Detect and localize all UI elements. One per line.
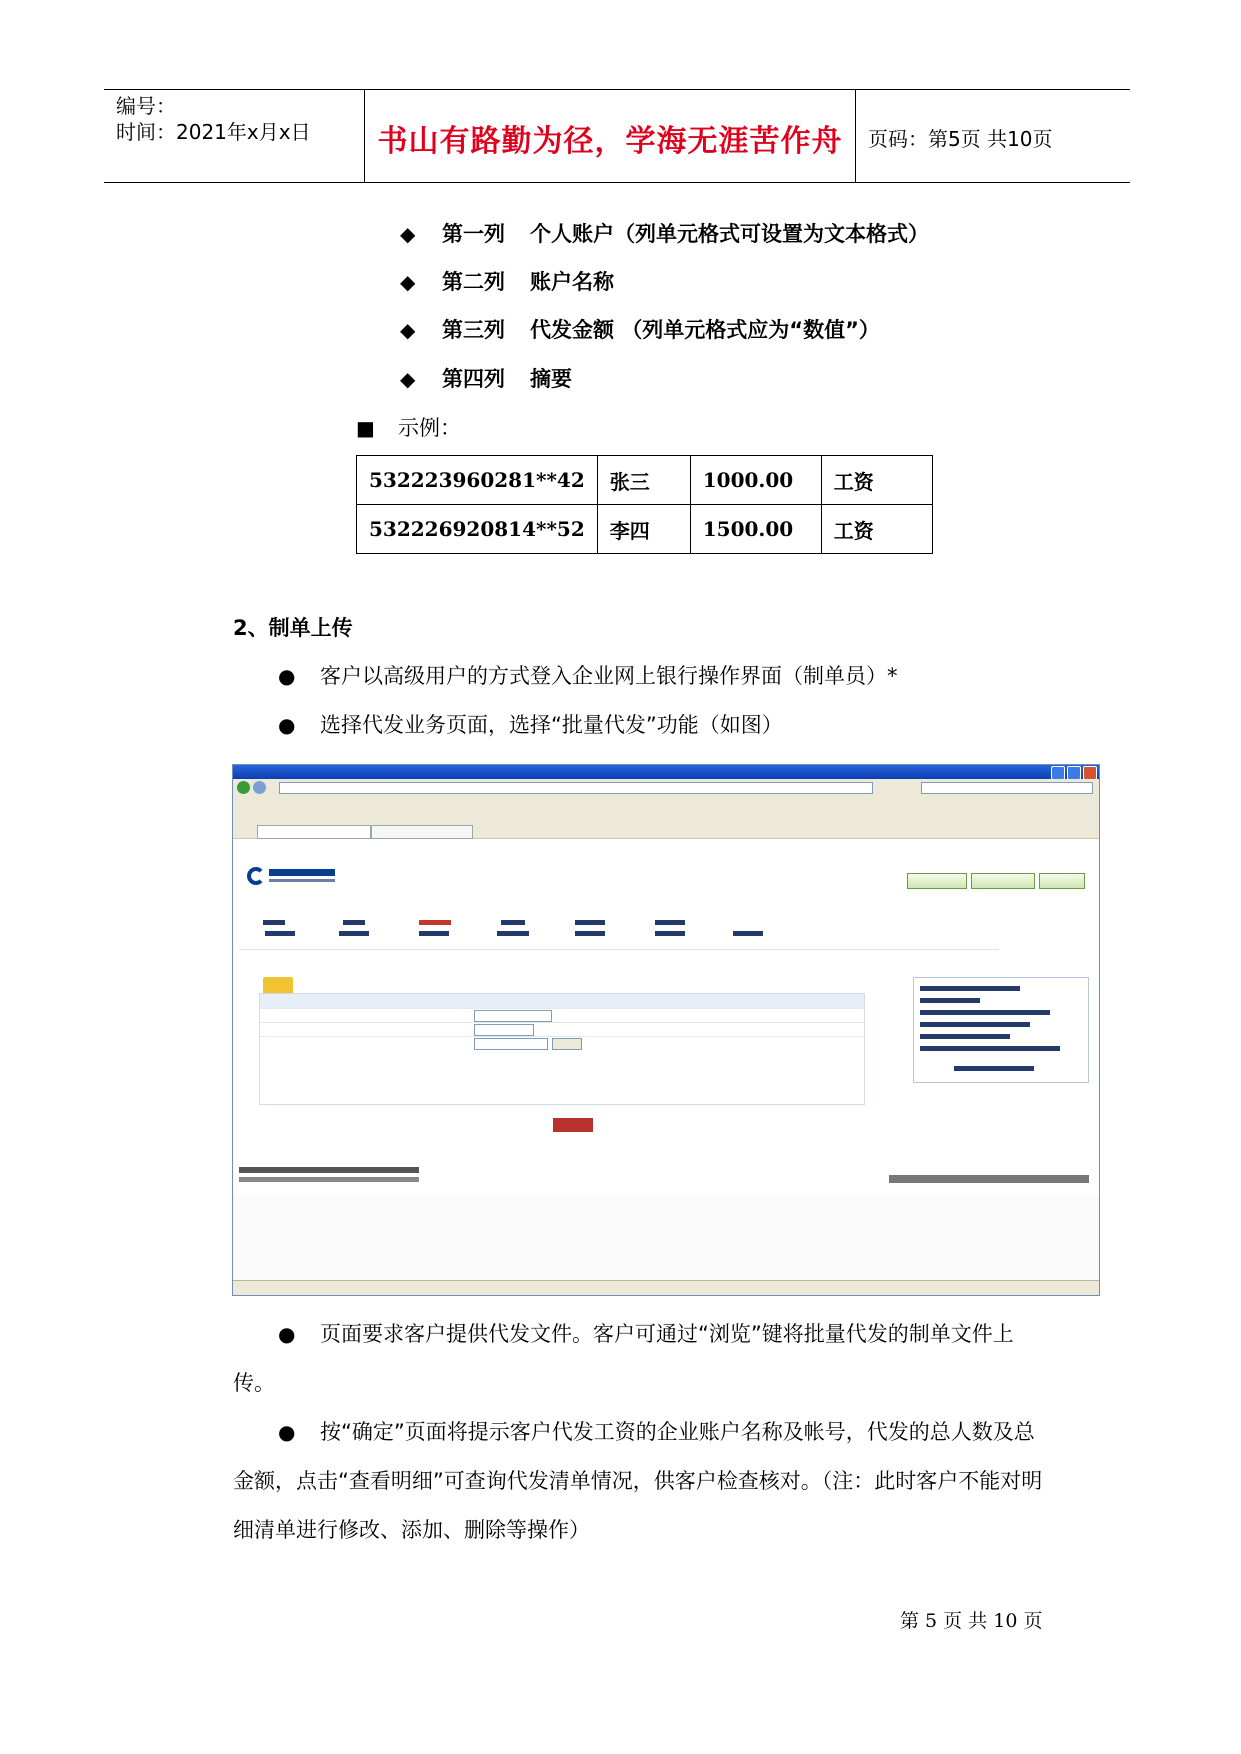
- table-row: [357, 456, 933, 505]
- panel-caption: [260, 994, 864, 1008]
- table-cell: 532226920814**52: [357, 505, 598, 554]
- table-cell: 工资: [821, 505, 932, 554]
- welcome-line: [920, 1022, 1030, 1027]
- paragraph-1: 页面要求客户提供代发文件。客户可通过“浏览”键将批量代发的制单文件上传。: [233, 1322, 1014, 1395]
- welcome-box: [913, 977, 1089, 1083]
- welcome-line: [920, 998, 980, 1003]
- column-2-desc: 账户名称: [530, 270, 614, 294]
- menu-item: [655, 920, 685, 925]
- diamond-bullet-icon: ◆: [400, 222, 416, 246]
- top-buttons: [907, 873, 1085, 889]
- window-titlebar: [233, 765, 1099, 779]
- sub-navigation: [239, 937, 999, 950]
- menu-item: [339, 931, 369, 936]
- menu-item: [263, 920, 285, 925]
- menu-item: [265, 931, 295, 936]
- menu-item: [343, 920, 365, 925]
- form-row: [260, 1008, 864, 1023]
- close-icon: [1083, 766, 1097, 780]
- menu-item: [497, 931, 529, 936]
- table-cell: 532223960281**42: [357, 456, 598, 505]
- example-table: [356, 455, 933, 554]
- column-2-name: 第二列: [442, 270, 505, 294]
- bank-name-mark: [269, 879, 335, 882]
- menu-item: [575, 920, 605, 925]
- exit-button: [1039, 873, 1085, 889]
- bullet-dot-icon: ●: [278, 664, 296, 688]
- copyright-line: [239, 1177, 419, 1182]
- section-title: 2、制单上传: [233, 616, 353, 640]
- favorites-bar: [233, 809, 1099, 823]
- motto: 书山有路勤为径，学海无涯苦作舟: [377, 124, 843, 159]
- bullet-dot-icon: ●: [278, 1322, 296, 1346]
- bullet-dot-icon: ●: [278, 713, 296, 737]
- tab-strip: [233, 822, 1099, 839]
- file-input: [474, 1038, 548, 1050]
- bullet-2: 选择代发业务页面，选择“批量代发”功能（如图）: [320, 713, 783, 737]
- diamond-bullet-icon: ◆: [400, 318, 416, 342]
- hotline-line: [889, 1175, 1089, 1183]
- address-field: [279, 782, 873, 794]
- browse-button: [552, 1038, 582, 1050]
- number-label: 编号：: [116, 94, 176, 118]
- table-cell: 工资: [821, 456, 932, 505]
- page-blank-area: [233, 1197, 1099, 1281]
- table-row: [357, 505, 933, 554]
- column-1-desc: 个人账户（列单元格式可设置为文本格式）: [530, 222, 929, 246]
- diamond-bullet-icon: ◆: [400, 367, 416, 391]
- square-bullet-icon: ■: [356, 416, 375, 440]
- bank-name-mark: [269, 869, 335, 876]
- role-button: [907, 873, 967, 889]
- bullet-dot-icon: ●: [278, 1420, 296, 1444]
- menu-item: [419, 931, 449, 936]
- column-4-desc: 摘要: [530, 367, 572, 391]
- menu-bar: [233, 796, 1099, 810]
- paragraph-2: 按“确定”页面将提示客户代发工资的企业账户名称及帐号，代发的总人数及总金额，点击“查看明细”可查询代发清单情况，供客户检查核对。（注：此时客户不能对明细清单进行修改、添加、删除等操作）: [233, 1420, 1043, 1542]
- status-bar: [233, 1280, 1099, 1295]
- time-label: 时间：2021年x月x日: [116, 120, 311, 144]
- browser-tab: [257, 825, 371, 839]
- copyright-line: [239, 1167, 419, 1173]
- header-right-cell: [856, 90, 1130, 182]
- column-3-name: 第三列: [442, 318, 505, 342]
- back-icon: [237, 781, 250, 794]
- maximize-icon: [1067, 766, 1081, 780]
- welcome-line: [920, 1046, 1060, 1051]
- header-center-cell: [365, 90, 856, 182]
- welcome-line: [920, 1034, 1010, 1039]
- form-row: [260, 1022, 864, 1037]
- diamond-bullet-icon: ◆: [400, 270, 416, 294]
- table-cell: 李四: [597, 505, 690, 554]
- business-select-panel: [259, 993, 865, 1105]
- menu-item: [733, 931, 763, 936]
- header-left-cell: [104, 90, 365, 182]
- column-1-name: 第一列: [442, 222, 505, 246]
- project-select: [474, 1010, 552, 1022]
- menu-item: [501, 920, 525, 925]
- menu-item: [655, 931, 685, 936]
- table-cell: 张三: [597, 456, 690, 505]
- address-bar-row: [233, 779, 1099, 797]
- welcome-line: [920, 1010, 1050, 1015]
- menu-row-1: [243, 920, 763, 926]
- confirm-button: [553, 1118, 593, 1132]
- page-footer: 第 5 页 共 10 页: [900, 1610, 1043, 1632]
- faq-button: [971, 873, 1035, 889]
- bullet-1: 客户以高级用户的方式登入企业网上银行操作界面（制单员）*: [320, 664, 898, 688]
- menu-item: [419, 920, 451, 925]
- page-label: 页码：第5页 共10页: [868, 127, 1053, 151]
- page-header: [104, 89, 1130, 183]
- search-field: [921, 782, 1093, 794]
- purpose-select: [474, 1024, 534, 1036]
- browser-screenshot: [232, 764, 1100, 1296]
- welcome-line: [920, 986, 1020, 991]
- table-cell: 1500.00: [690, 505, 821, 554]
- ccb-logo-icon: [247, 867, 265, 885]
- window-controls: [1051, 766, 1097, 780]
- form-row: [260, 1036, 864, 1051]
- browser-tab: [371, 825, 473, 839]
- welcome-line: [954, 1066, 1034, 1071]
- menu-item: [575, 931, 605, 936]
- column-3-desc: 代发金额 （列单元格式应为“数值”）: [530, 318, 880, 342]
- example-label: 示例：: [398, 416, 461, 440]
- minimize-icon: [1051, 766, 1065, 780]
- forward-icon: [253, 781, 266, 794]
- column-4-name: 第四列: [442, 367, 505, 391]
- table-cell: 1000.00: [690, 456, 821, 505]
